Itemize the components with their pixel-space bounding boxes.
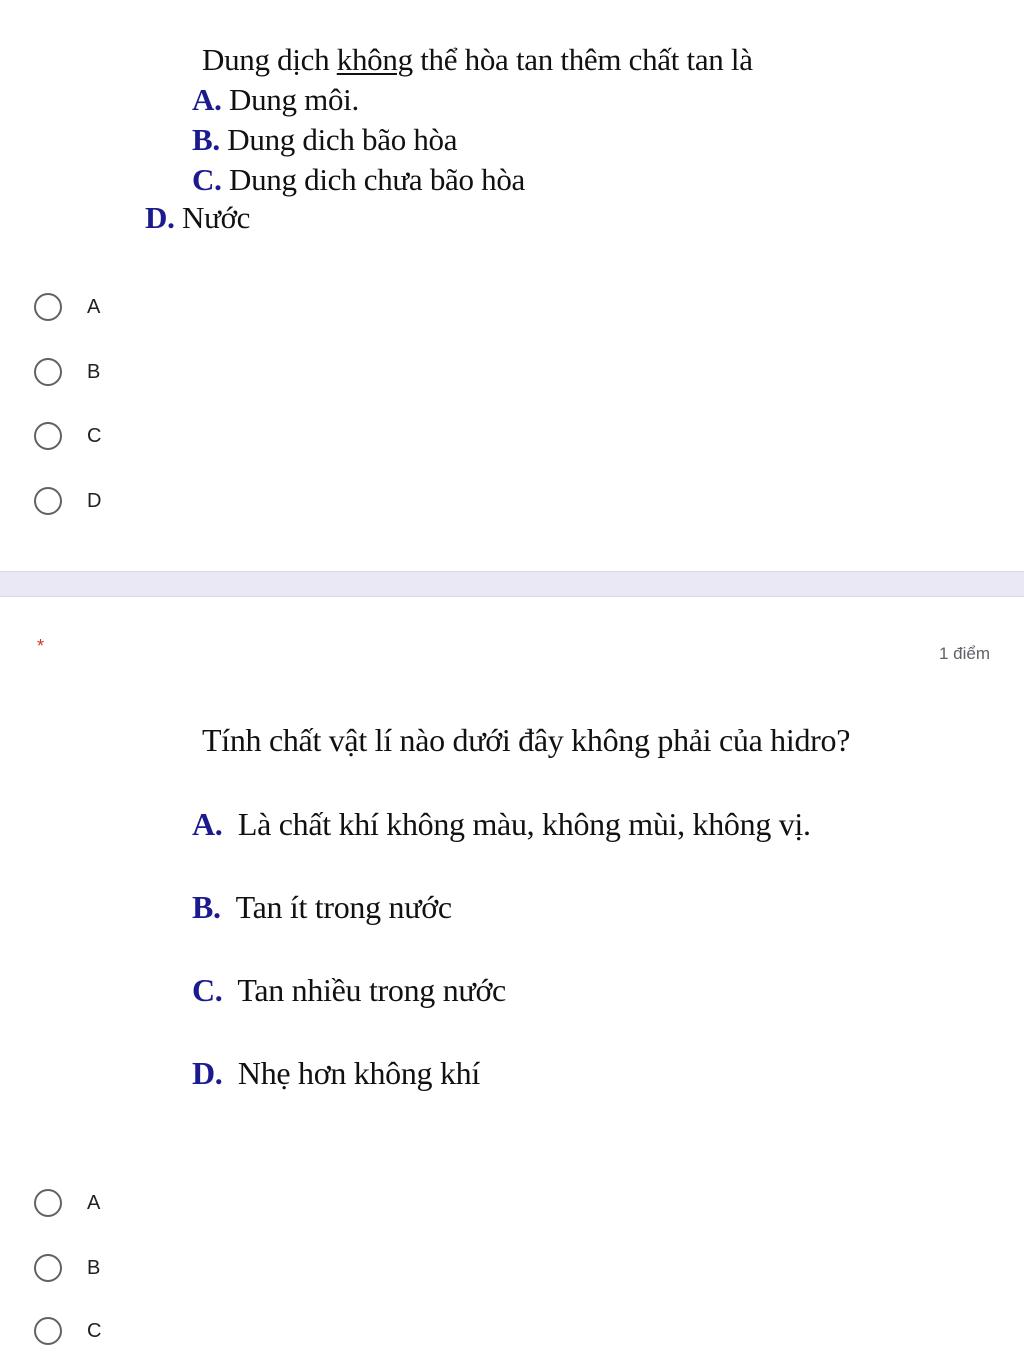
option-b[interactable] xyxy=(34,1248,334,1288)
radio-button[interactable] xyxy=(34,1189,62,1217)
required-marker: * xyxy=(37,636,45,656)
question-1-choice-c: C. Dung dich chưa bão hòa xyxy=(192,162,525,197)
option-label: C xyxy=(87,1319,102,1342)
option-d[interactable] xyxy=(34,481,334,521)
question-2-stem: Tính chất vật lí nào dưới đây không phải của hidro? xyxy=(202,722,851,758)
question-1-stem: Dung dịch không thể hòa tan thêm chất tan là xyxy=(202,42,753,77)
radio-button[interactable] xyxy=(34,1254,62,1282)
question-1-choice-a: A. Dung môi. xyxy=(192,82,359,117)
option-label: B xyxy=(87,1256,101,1279)
option-c[interactable] xyxy=(34,416,334,456)
underlined-word: không xyxy=(336,42,413,77)
radio-button[interactable] xyxy=(34,1317,62,1345)
question-2-choice-d: D. Nhẹ hơn không khí xyxy=(192,1055,480,1091)
option-c[interactable] xyxy=(34,1311,334,1351)
option-label: B xyxy=(87,360,101,383)
radio-button[interactable] xyxy=(34,293,62,321)
option-label: C xyxy=(87,424,102,447)
question-1-choice-b: B. Dung dich bão hòa xyxy=(192,122,458,157)
question-2-choice-a: A. Là chất khí không màu, không mùi, không vị. xyxy=(192,806,811,842)
option-a[interactable] xyxy=(34,287,334,327)
option-a[interactable] xyxy=(34,1183,334,1223)
question-2-choice-b: B. Tan ít trong nước xyxy=(192,889,452,925)
option-label: A xyxy=(87,1191,101,1214)
points-label: 1 điểm xyxy=(938,644,990,663)
option-label: D xyxy=(87,489,102,512)
card-separator xyxy=(0,571,1024,597)
question-2-choice-c: C. Tan nhiều trong nước xyxy=(192,972,506,1008)
radio-button[interactable] xyxy=(34,422,62,450)
option-b[interactable] xyxy=(34,352,334,392)
question-1-choice-d: D. Nước xyxy=(145,200,251,235)
radio-button[interactable] xyxy=(34,358,62,386)
option-label: A xyxy=(87,295,101,318)
radio-button[interactable] xyxy=(34,487,62,515)
